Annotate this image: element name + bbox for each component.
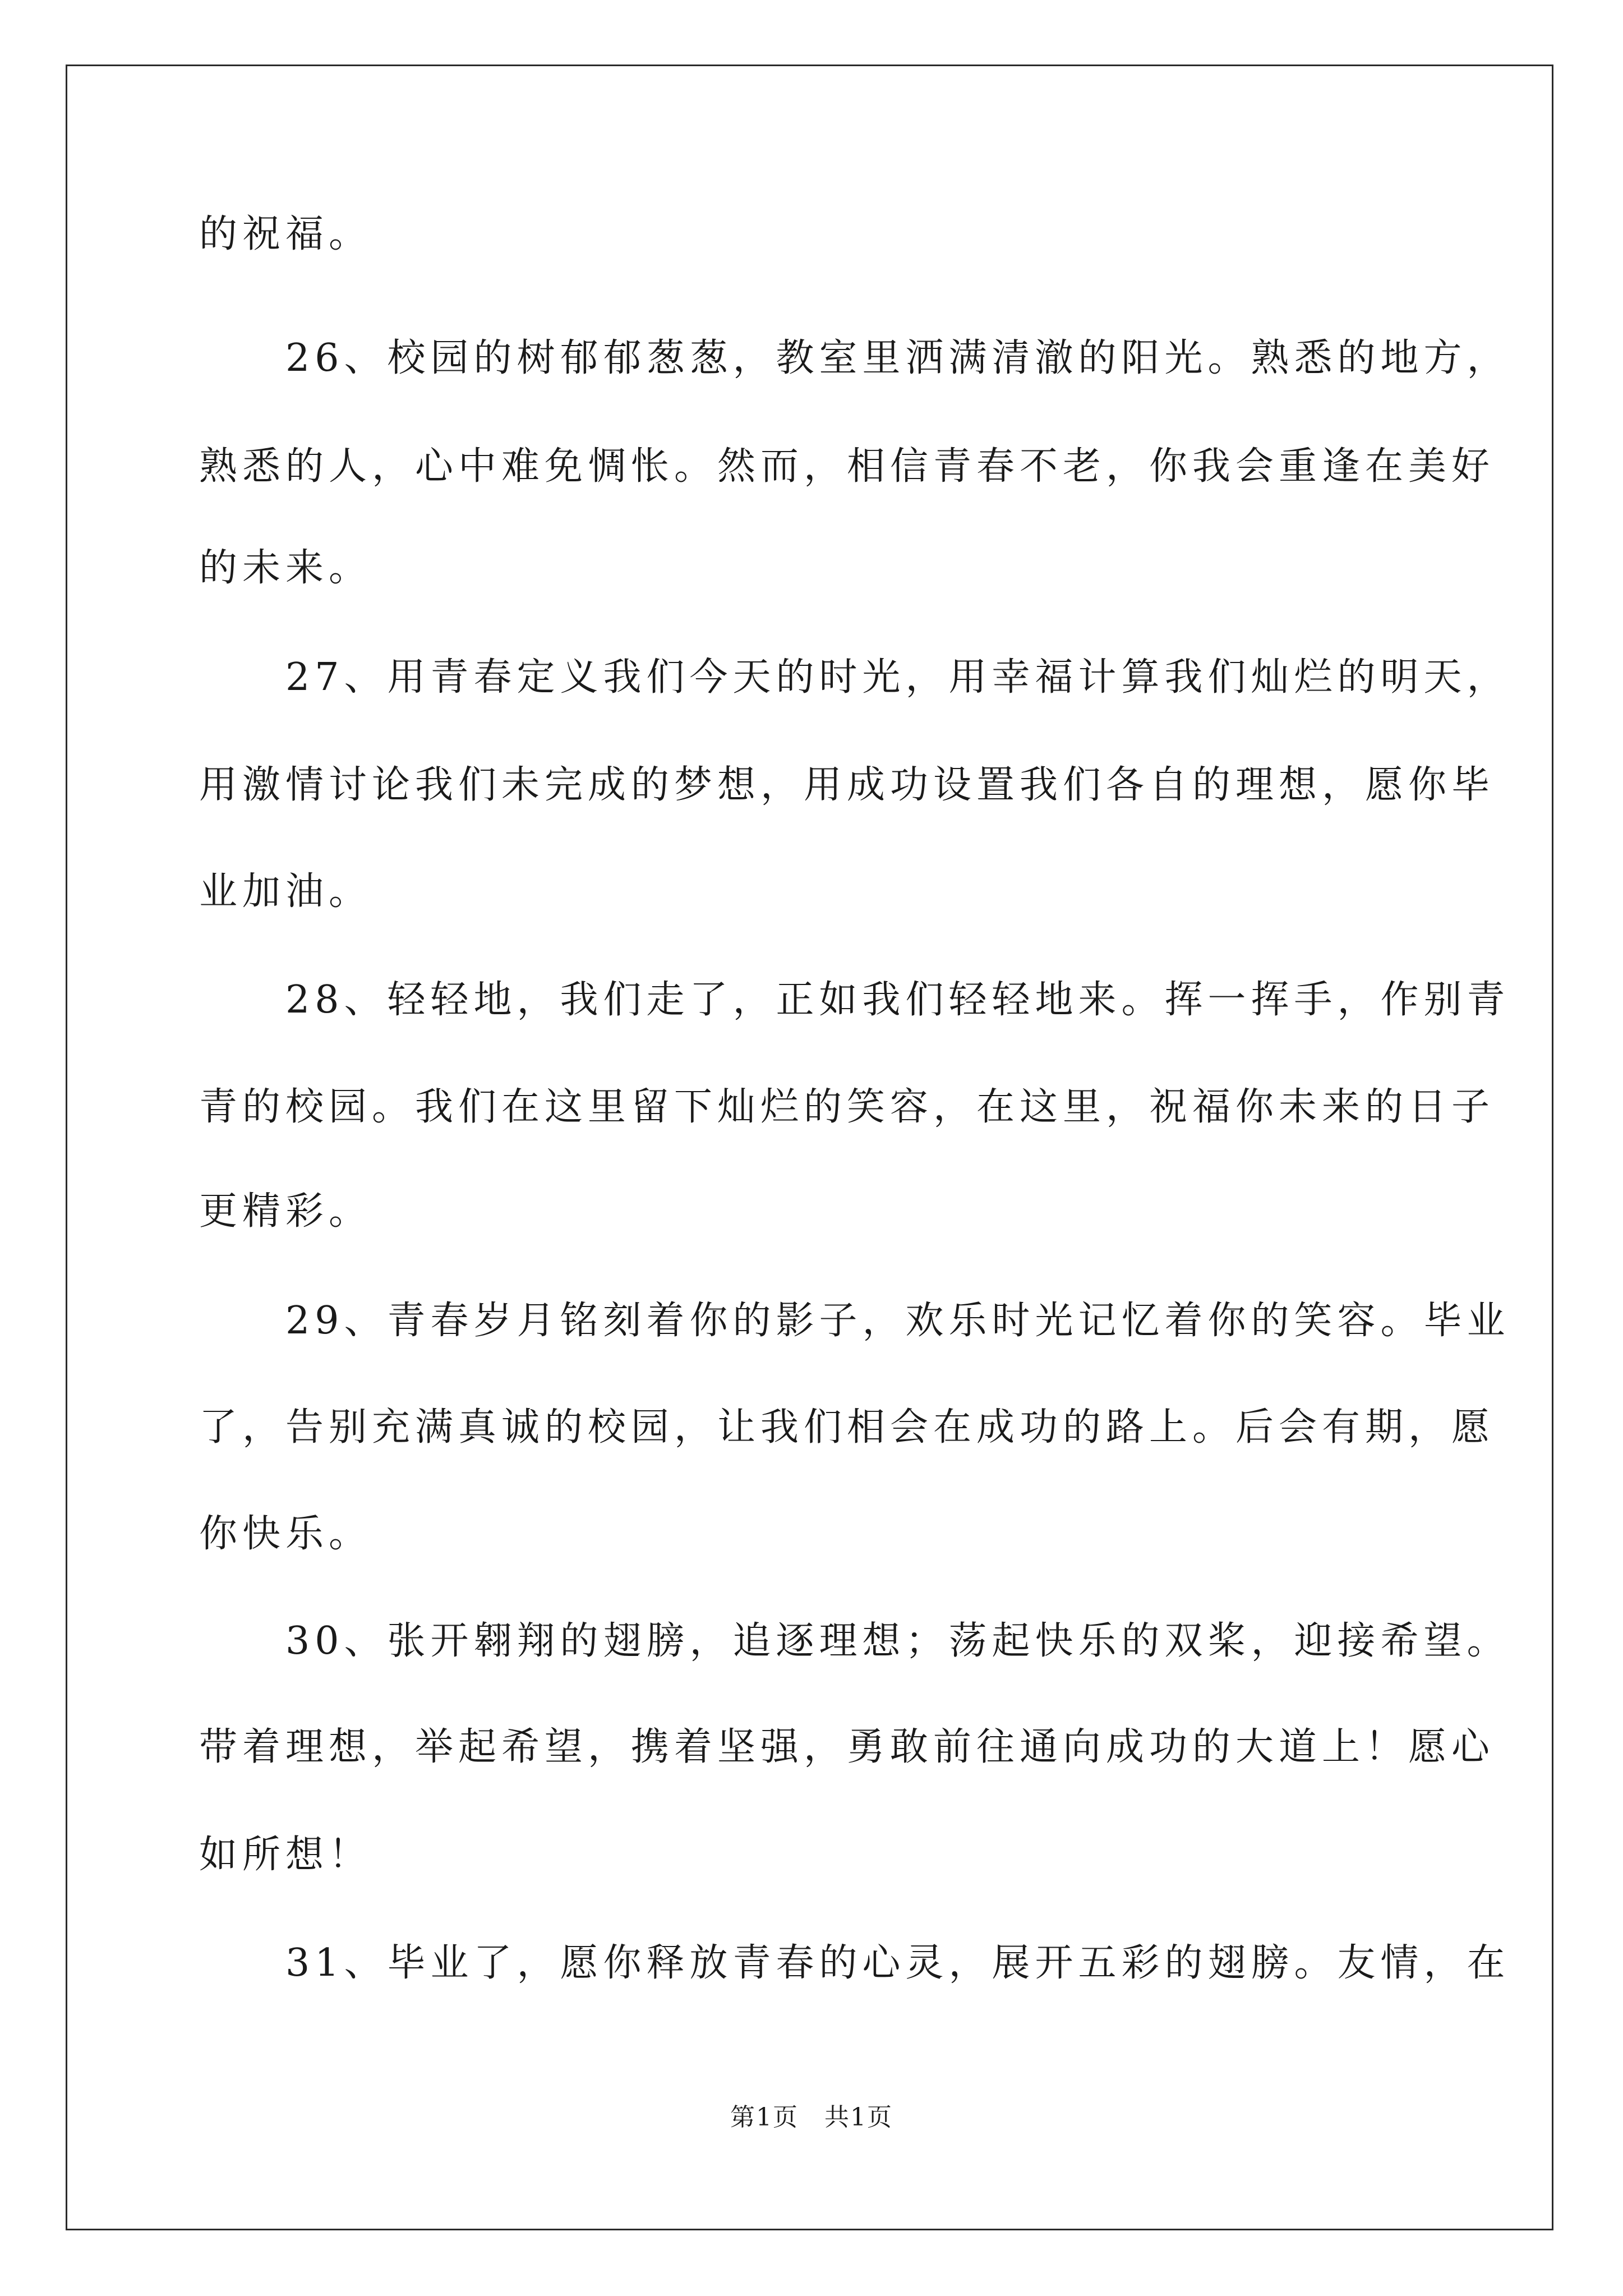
text-line: 用激情讨论我们未完成的梦想，用成功设置我们各自的理想，愿你毕 — [199, 763, 1495, 807]
text-line: 29、青春岁月铭刻着你的影子，欢乐时光记忆着你的笑容。毕业 — [199, 1299, 1510, 1343]
text-line: 青的校园。我们在这里留下灿烂的笑容，在这里，祝福你未来的日子 — [199, 1085, 1495, 1129]
text-line: 30、张开翱翔的翅膀，追逐理想；荡起快乐的双桨，迎接希望。 — [199, 1619, 1510, 1663]
text-line: 31、毕业了，愿你释放青春的心灵，展开五彩的翅膀。友情，在 — [199, 1941, 1510, 1985]
text-line: 28、轻轻地，我们走了，正如我们轻轻地来。挥一挥手，作别青 — [199, 978, 1510, 1022]
text-line: 27、用青春定义我们今天的时光，用幸福计算我们灿烂的明天， — [199, 655, 1510, 700]
text-line: 带着理想，举起希望，携着坚强，勇敢前往通向成功的大道上！愿心 — [199, 1725, 1495, 1769]
text-line: 的未来。 — [199, 546, 372, 590]
text-line: 更精彩。 — [199, 1189, 372, 1234]
text-line: 的祝福。 — [199, 212, 372, 256]
text-line: 业加油。 — [199, 869, 372, 914]
text-line: 如所想！ — [199, 1833, 372, 1877]
text-line: 熟悉的人，心中难免惆怅。然而，相信青春不老，你我会重逢在美好 — [199, 444, 1495, 489]
page-number-footer: 第1页 共1页 — [730, 2103, 893, 2132]
text-line: 你快乐。 — [199, 1512, 372, 1556]
text-line: 26、校园的树郁郁葱葱，教室里洒满清澈的阳光。熟悉的地方， — [199, 336, 1510, 380]
text-line: 了，告别充满真诚的校园，让我们相会在成功的路上。后会有期，愿 — [199, 1405, 1495, 1450]
page-border — [66, 65, 1553, 2230]
